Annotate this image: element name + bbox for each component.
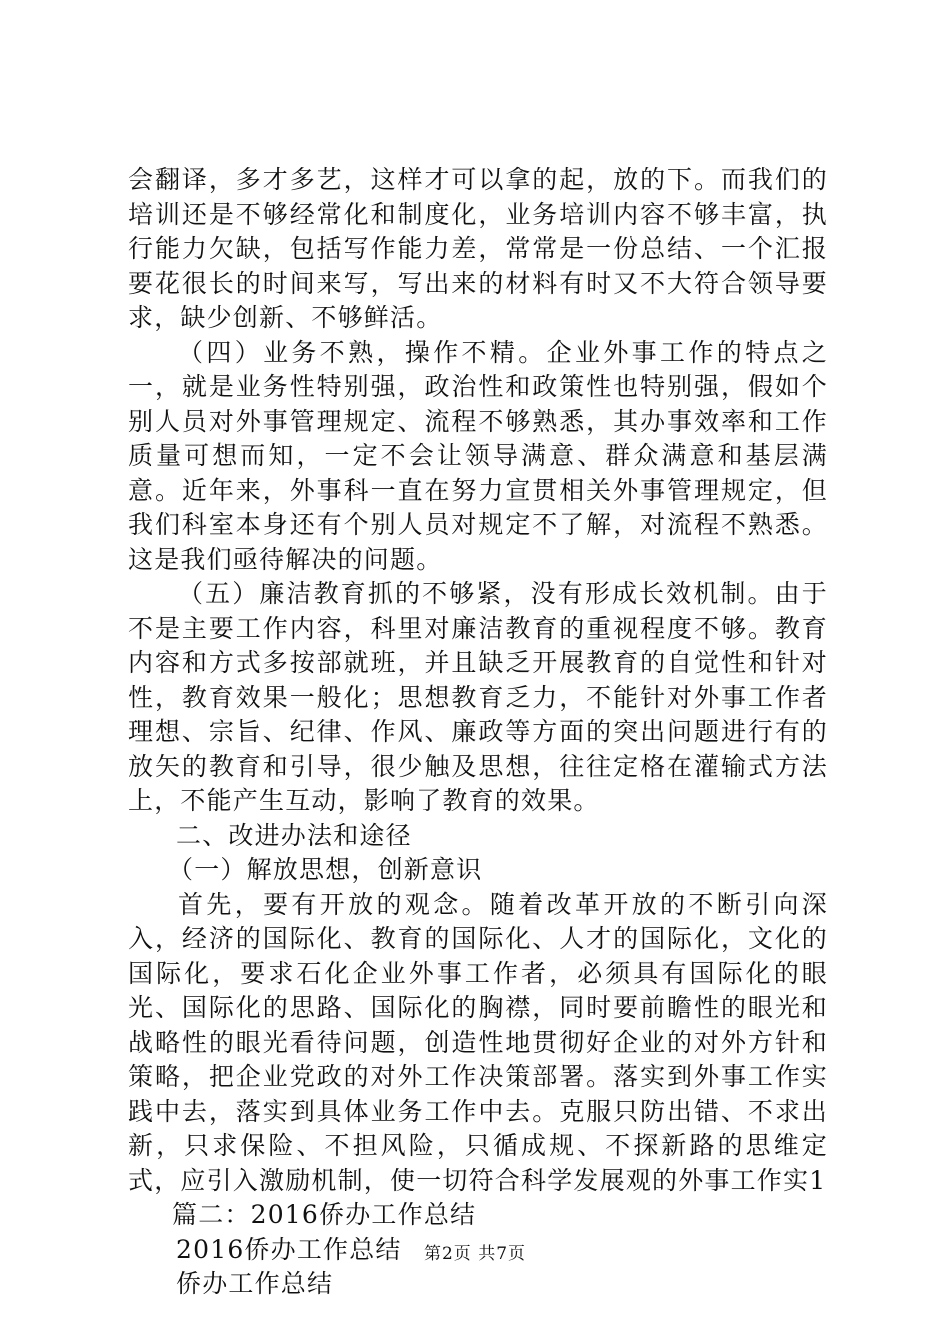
document-body [128, 163, 828, 1302]
title-work-summary-2016: 2016侨办工作总结 [176, 1234, 402, 1264]
paragraph-section-four: （四）业务不熟，操作不精。企业外事工作的特点之一，就是业务性特别强，政治性和政策性也特别强，假如个别人员对外事管理规定、流程不够熟悉，其办事效率和工作质量可想而知，一定不会让领导满意、群众满意和基层满意。近年来，外事科一直在努力宣贯相关外事管理规定，但我们科室本身还有个别人员对规定不了解，对流程不熟悉。这是我们亟待解决的问题。 [128, 337, 828, 574]
page-number-footer: 第2页 共7页 [423, 1244, 527, 1264]
title-work-summary: 侨办工作总结 [176, 1269, 334, 1298]
paragraph-training: 会翻译，多才多艺，这样才可以拿的起，放的下。而我们的培训还是不够经常化和制度化，业务培训内容不够丰富，执行能力欠缺，包括写作能力差，常常是一份总结、一个汇报要花很长的时间来写，写出来的材料有时又不大符合领导要求，缺少创新、不够鲜活。 [128, 165, 828, 332]
heading-improvement-methods: 二、改进办法和途径 [176, 820, 412, 850]
heading-part-two: 篇二：2016侨办工作总结 [172, 1200, 477, 1229]
subheading-emancipate-mind: （一）解放思想，创新意识 [168, 855, 483, 884]
paragraph-open-concept: 首先，要有开放的观念。随着改革开放的不断引向深入，经济的国际化、教育的国际化、人才的国际化，文化的国际化，要求石化企业外事工作者，必须具有国际化的眼光、国际化的思路、国际化的胸襟，同时要前瞻性的眼光和战略性的眼光看待问题，创造性地贯彻好企业的对外方针和策略，把企业党政的对外工作决策部署。落实到外事工作实践中去，落实到具体业务工作中去。克服只防出错、不求出新，只求保险、不担风险，只循成规、不探新路的思维定式，应引入激励机制，使一切符合科学发展观的外事工作实1 [128, 889, 828, 1195]
paragraph-section-five: （五）廉洁教育抓的不够紧，没有形成长效机制。由于不是主要工作内容，科里对廉洁教育的重视程度不够。教育内容和方式多按部就班，并且缺乏开展教育的自觉性和针对性，教育效果一般化；思想教育乏力，不能针对外事工作者理想、宗旨、纪律、作风、廉政等方面的突出问题进行有的放矢的教育和引导，很少触及思想，往往定格在灌输式方法上，不能产生互动，影响了教育的效果。 [128, 579, 828, 815]
